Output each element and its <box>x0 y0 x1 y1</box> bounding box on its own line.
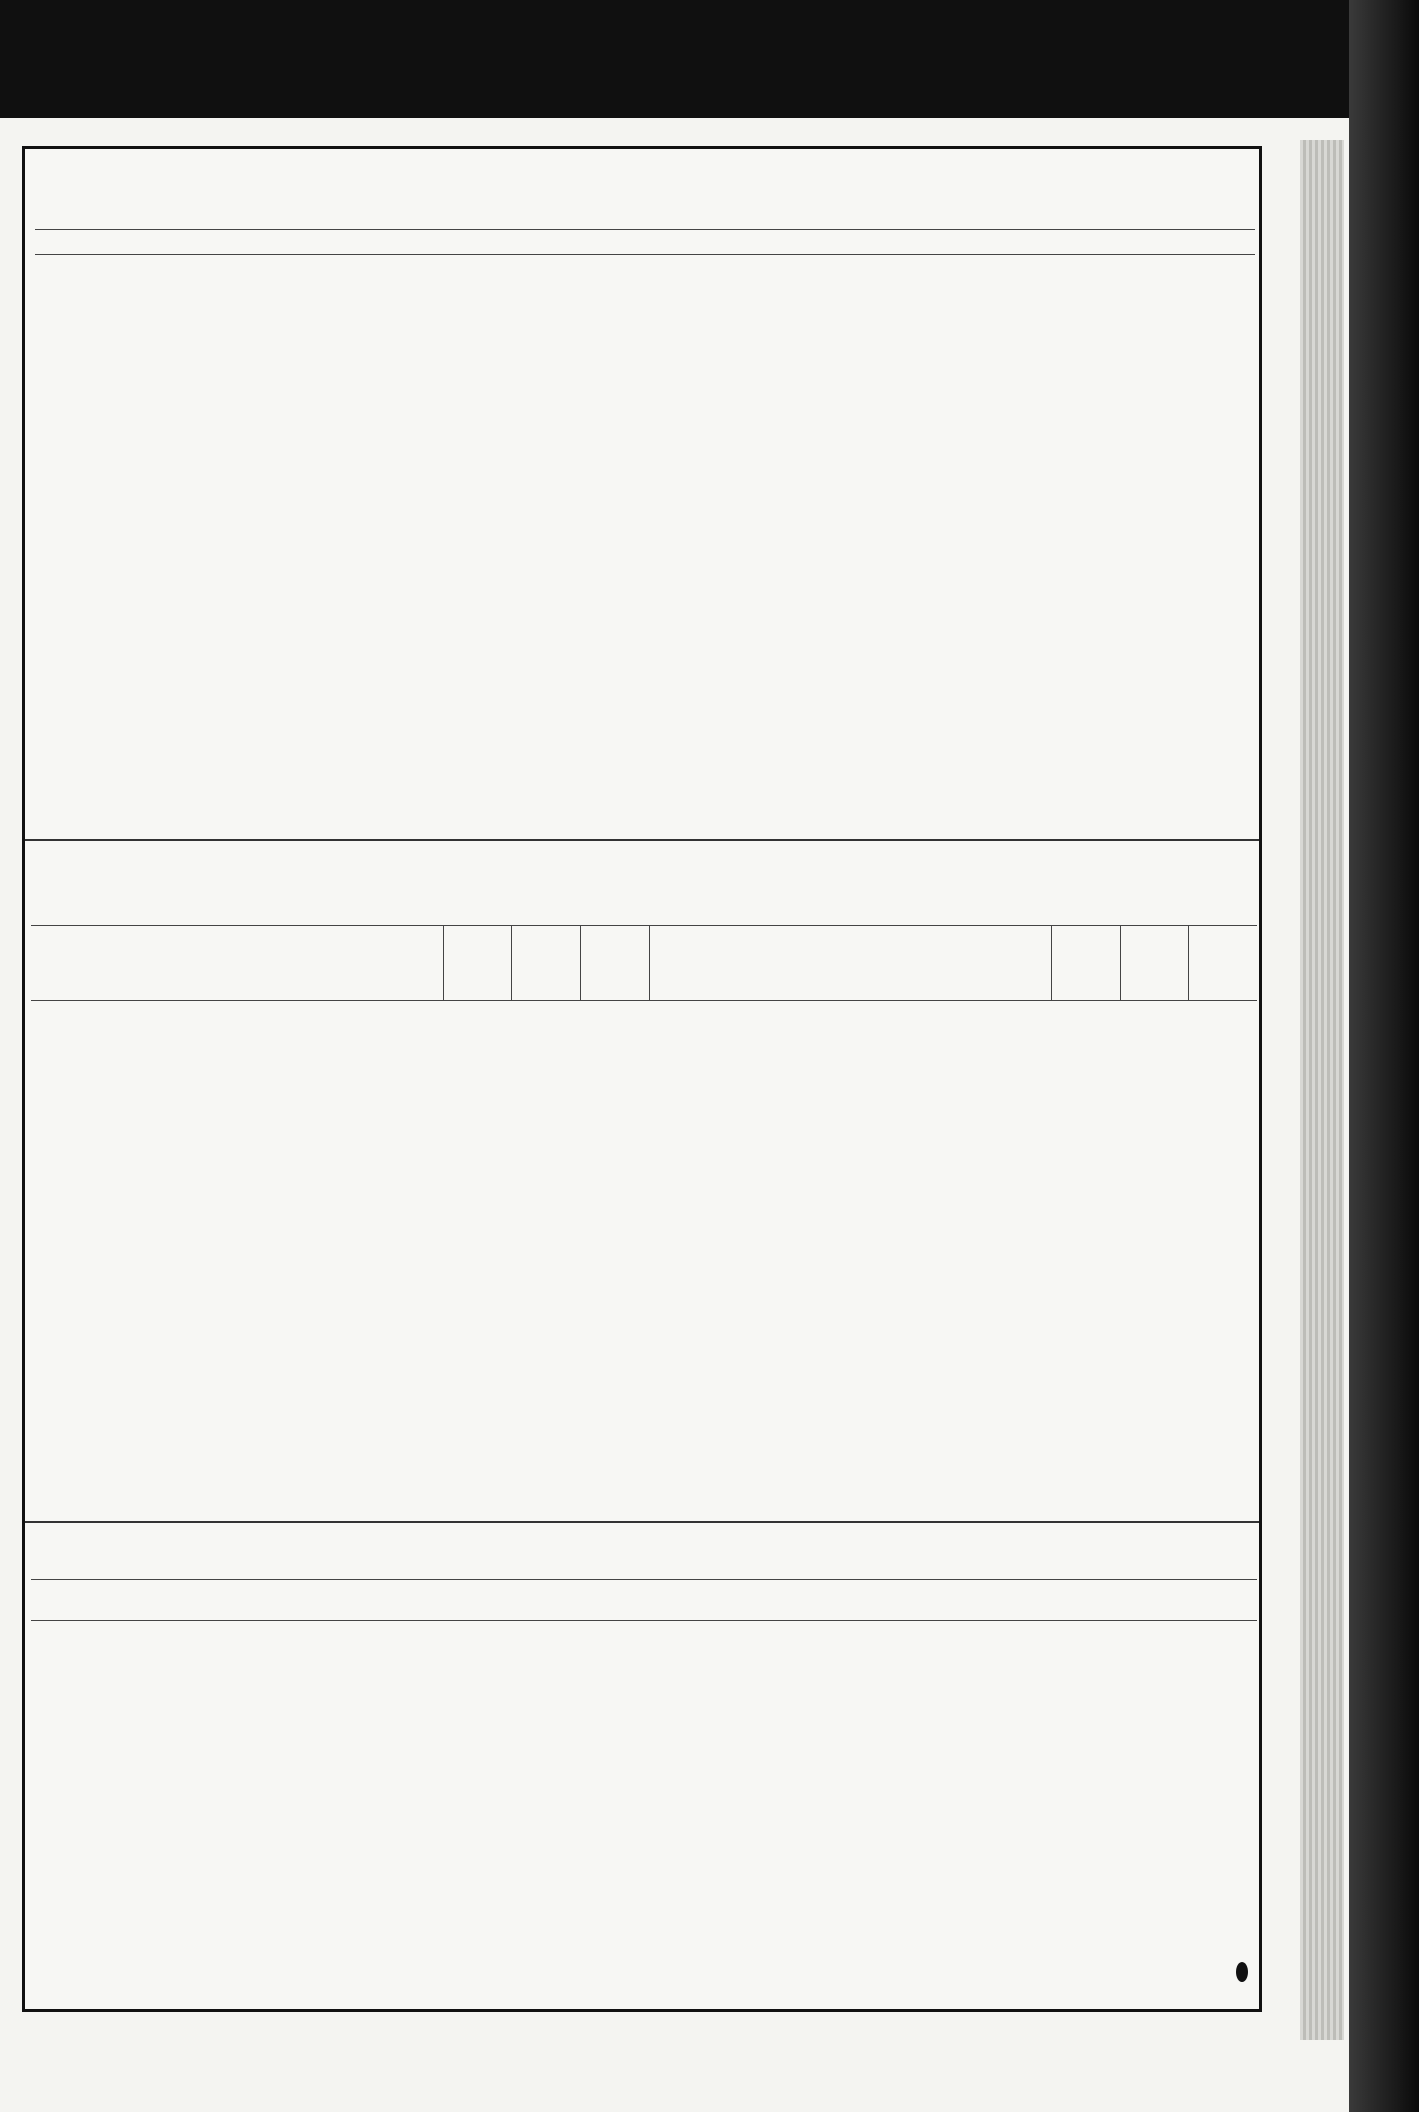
origin-dest-header <box>35 230 1255 255</box>
page-edge-stack <box>1300 140 1344 2040</box>
col-maschi-left <box>443 926 512 1001</box>
col-femm-left <box>512 926 581 1001</box>
col-totale-left <box>581 926 650 1001</box>
infectious-diseases-table <box>31 925 1257 1001</box>
col-totale-right <box>1189 926 1257 1001</box>
migration-table <box>35 229 1255 255</box>
document-frame <box>22 146 1262 2012</box>
col-descrizione <box>31 1580 1257 1621</box>
assistance-table <box>31 1579 1257 1621</box>
scan-dark-border-top <box>0 0 1419 118</box>
section-separator <box>25 1521 1259 1523</box>
col-femm-right <box>1120 926 1189 1001</box>
scan-mark <box>1236 1962 1248 1982</box>
col-maschi-right <box>1052 926 1121 1001</box>
col-malattie-right <box>649 926 1051 1001</box>
scan-dark-border-right <box>1349 0 1419 2112</box>
col-malattie-left <box>31 926 443 1001</box>
section-separator <box>25 839 1259 841</box>
